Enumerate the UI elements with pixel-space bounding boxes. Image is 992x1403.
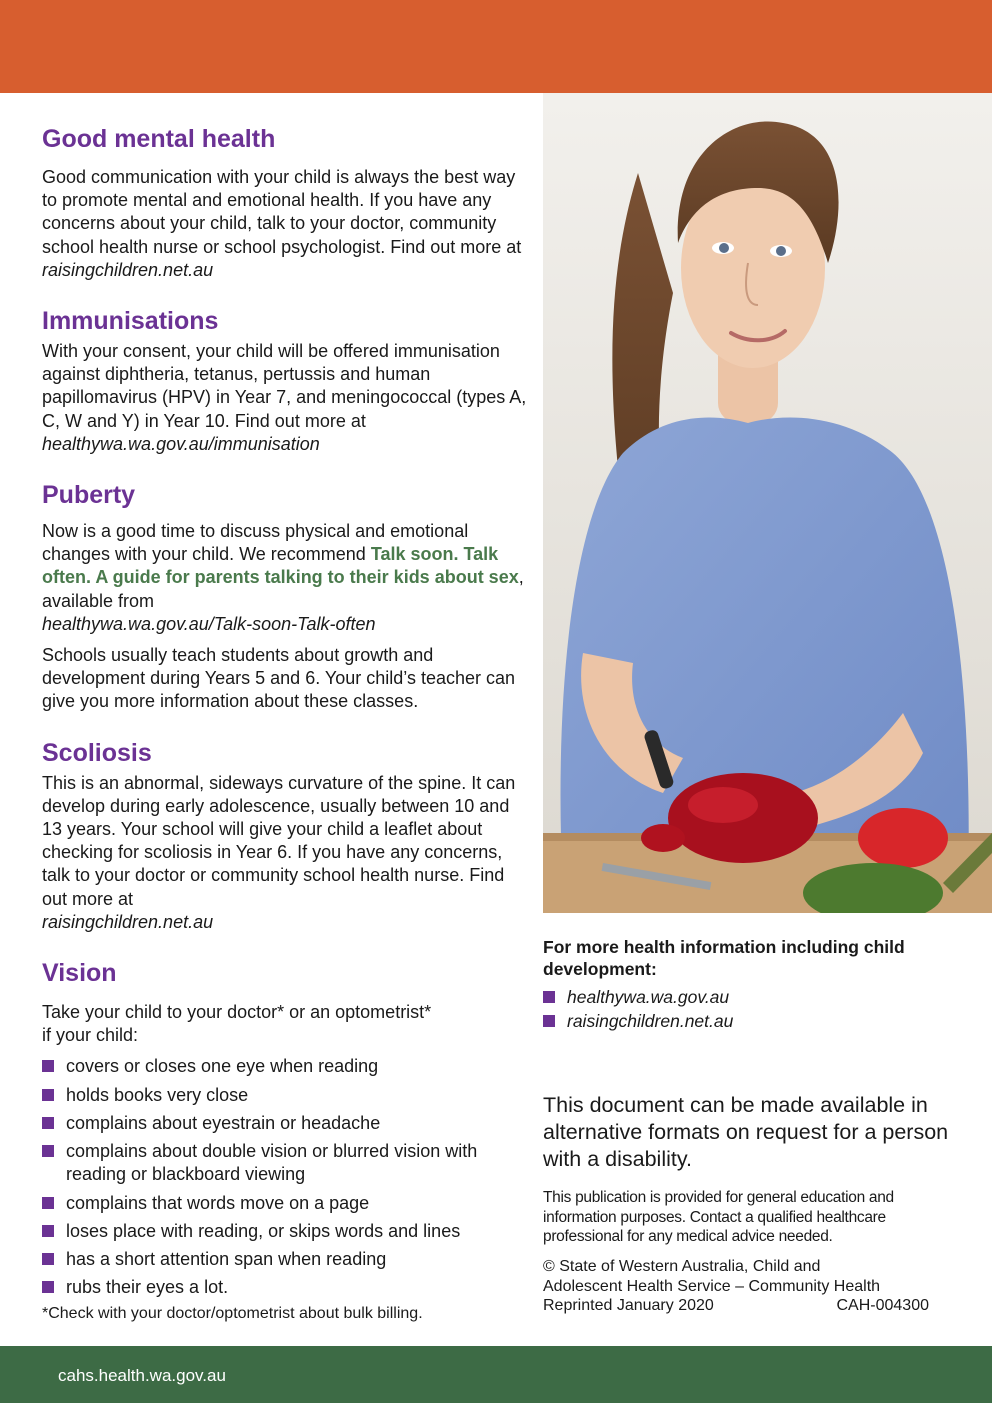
heading-vision: Vision <box>42 959 117 988</box>
vision-intro <box>42 1001 532 1047</box>
list-item <box>42 1084 532 1107</box>
photo-illustration <box>543 93 992 913</box>
puberty-text-2: Schools usually teach students about growth and development during Years 5 and 6. Your child’s teacher can give you more information about these classes. <box>42 645 516 712</box>
more-info-heading: For more health information including child development: <box>543 937 905 979</box>
bullet-square-icon <box>42 1117 54 1129</box>
reprint-date: Reprinted January 2020 <box>543 1297 714 1314</box>
heading-puberty: Puberty <box>42 481 136 510</box>
more-info-links <box>543 986 963 1033</box>
more-info-panel <box>543 936 963 1034</box>
scoliosis-text <box>42 772 532 934</box>
list-item-text: holds books very close <box>66 1084 249 1105</box>
puberty-body-mid: , available from <box>42 567 524 611</box>
reprint-row <box>543 1296 929 1316</box>
bullet-square-icon <box>543 1015 555 1027</box>
list-item <box>42 1248 532 1271</box>
immunisations-body: With your consent, your child will be offered immunisation against diphtheria, tetanus, pertussis and human papillomavirus (HPV) in Year 7, and meningococcal (types A, C, W and Y) in Year 10. Find out more at <box>42 341 527 431</box>
heading-mental-health: Good mental health <box>42 125 276 153</box>
footer-url[interactable]: cahs.health.wa.gov.au <box>58 1366 226 1385</box>
list-item <box>42 1055 532 1078</box>
mental-health-link[interactable]: raisingchildren.net.au <box>42 259 214 280</box>
alternative-formats-notice: This document can be made available in alternative formats on request for a person with a disability. <box>543 1093 949 1171</box>
list-item[interactable] <box>543 1010 963 1033</box>
link-raisingchildren[interactable]: raisingchildren.net.au <box>567 1011 734 1032</box>
bullet-square-icon <box>42 1060 54 1072</box>
list-item-text: complains about double vision or blurred vision with reading or blackboard viewing <box>66 1141 478 1185</box>
scoliosis-body: This is an abnormal, sideways curvature of the spine. It can develop during early adolescence, usually between 10 and 13 years. Your school will give your child a leaflet about checking for scoliosis in Year 6. If you have any concerns, talk to your doctor or community school health nurse. Find out more at <box>42 772 516 909</box>
puberty-guide-title: Talk soon. Talk often. A guide for parents talking to their kids about sex <box>42 544 519 588</box>
bullet-square-icon <box>42 1145 54 1157</box>
disclaimer-text: This publication is provided for general education and information purposes. Contact a qualified healthcare professional for any medical advice needed. <box>543 1189 894 1245</box>
photo-girl-cooking <box>543 93 992 913</box>
puberty-link[interactable]: healthywa.wa.gov.au/Talk-soon-Talk-often <box>42 613 376 634</box>
puberty-text <box>42 520 532 636</box>
list-item <box>42 1276 532 1299</box>
immunisations-link[interactable]: healthywa.wa.gov.au/immunisation <box>42 433 320 454</box>
list-item-text: complains about eyestrain or headache <box>66 1112 381 1133</box>
vision-intro-line1: Take your child to your doctor* or an optometrist* <box>42 1002 432 1023</box>
immunisations-text <box>42 340 532 456</box>
list-item-text: loses place with reading, or skips words and lines <box>66 1220 461 1241</box>
mental-health-text <box>42 166 532 282</box>
mental-health-body: Good communication with your child is always the best way to promote mental and emotional health. If you have any concerns about your child, talk to your doctor, community school health nurse or school psychologist. Find out more at <box>42 167 522 257</box>
heading-immunisations: Immunisations <box>42 307 219 336</box>
copyright-line1: © State of Western Australia, Child and <box>543 1258 821 1275</box>
bullet-square-icon <box>42 1281 54 1293</box>
list-item-text: has a short attention span when reading <box>66 1248 387 1269</box>
list-item <box>42 1220 532 1243</box>
bullet-square-icon <box>42 1197 54 1209</box>
bullet-square-icon <box>42 1253 54 1265</box>
vision-intro-line2: if your child: <box>42 1025 139 1046</box>
puberty-body-start: Now is a good time to discuss physical and emotional changes with your child. We recommend <box>42 521 469 565</box>
list-item <box>42 1192 532 1215</box>
main-content <box>42 124 532 1324</box>
scoliosis-link[interactable]: raisingchildren.net.au <box>42 911 214 932</box>
copyright-block <box>543 1257 943 1316</box>
document-code: CAH-004300 <box>836 1297 929 1314</box>
list-item[interactable] <box>543 986 963 1009</box>
vision-signs-list <box>42 1055 532 1299</box>
bullet-square-icon <box>42 1225 54 1237</box>
list-item-text: complains that words move on a page <box>66 1192 370 1213</box>
list-item <box>42 1140 532 1186</box>
bulk-billing-footnote: *Check with your doctor/optometrist about bulk billing. <box>42 1305 423 1323</box>
bullet-square-icon <box>543 991 555 1003</box>
list-item-text: covers or closes one eye when reading <box>66 1056 379 1077</box>
copyright-line2: Adolescent Health Service – Community Health <box>543 1277 881 1295</box>
bullet-square-icon <box>42 1089 54 1101</box>
list-item <box>42 1112 532 1135</box>
list-item-text: rubs their eyes a lot. <box>66 1277 229 1298</box>
header-band <box>0 0 992 93</box>
link-healthywa[interactable]: healthywa.wa.gov.au <box>567 987 730 1007</box>
heading-scoliosis: Scoliosis <box>42 738 152 767</box>
